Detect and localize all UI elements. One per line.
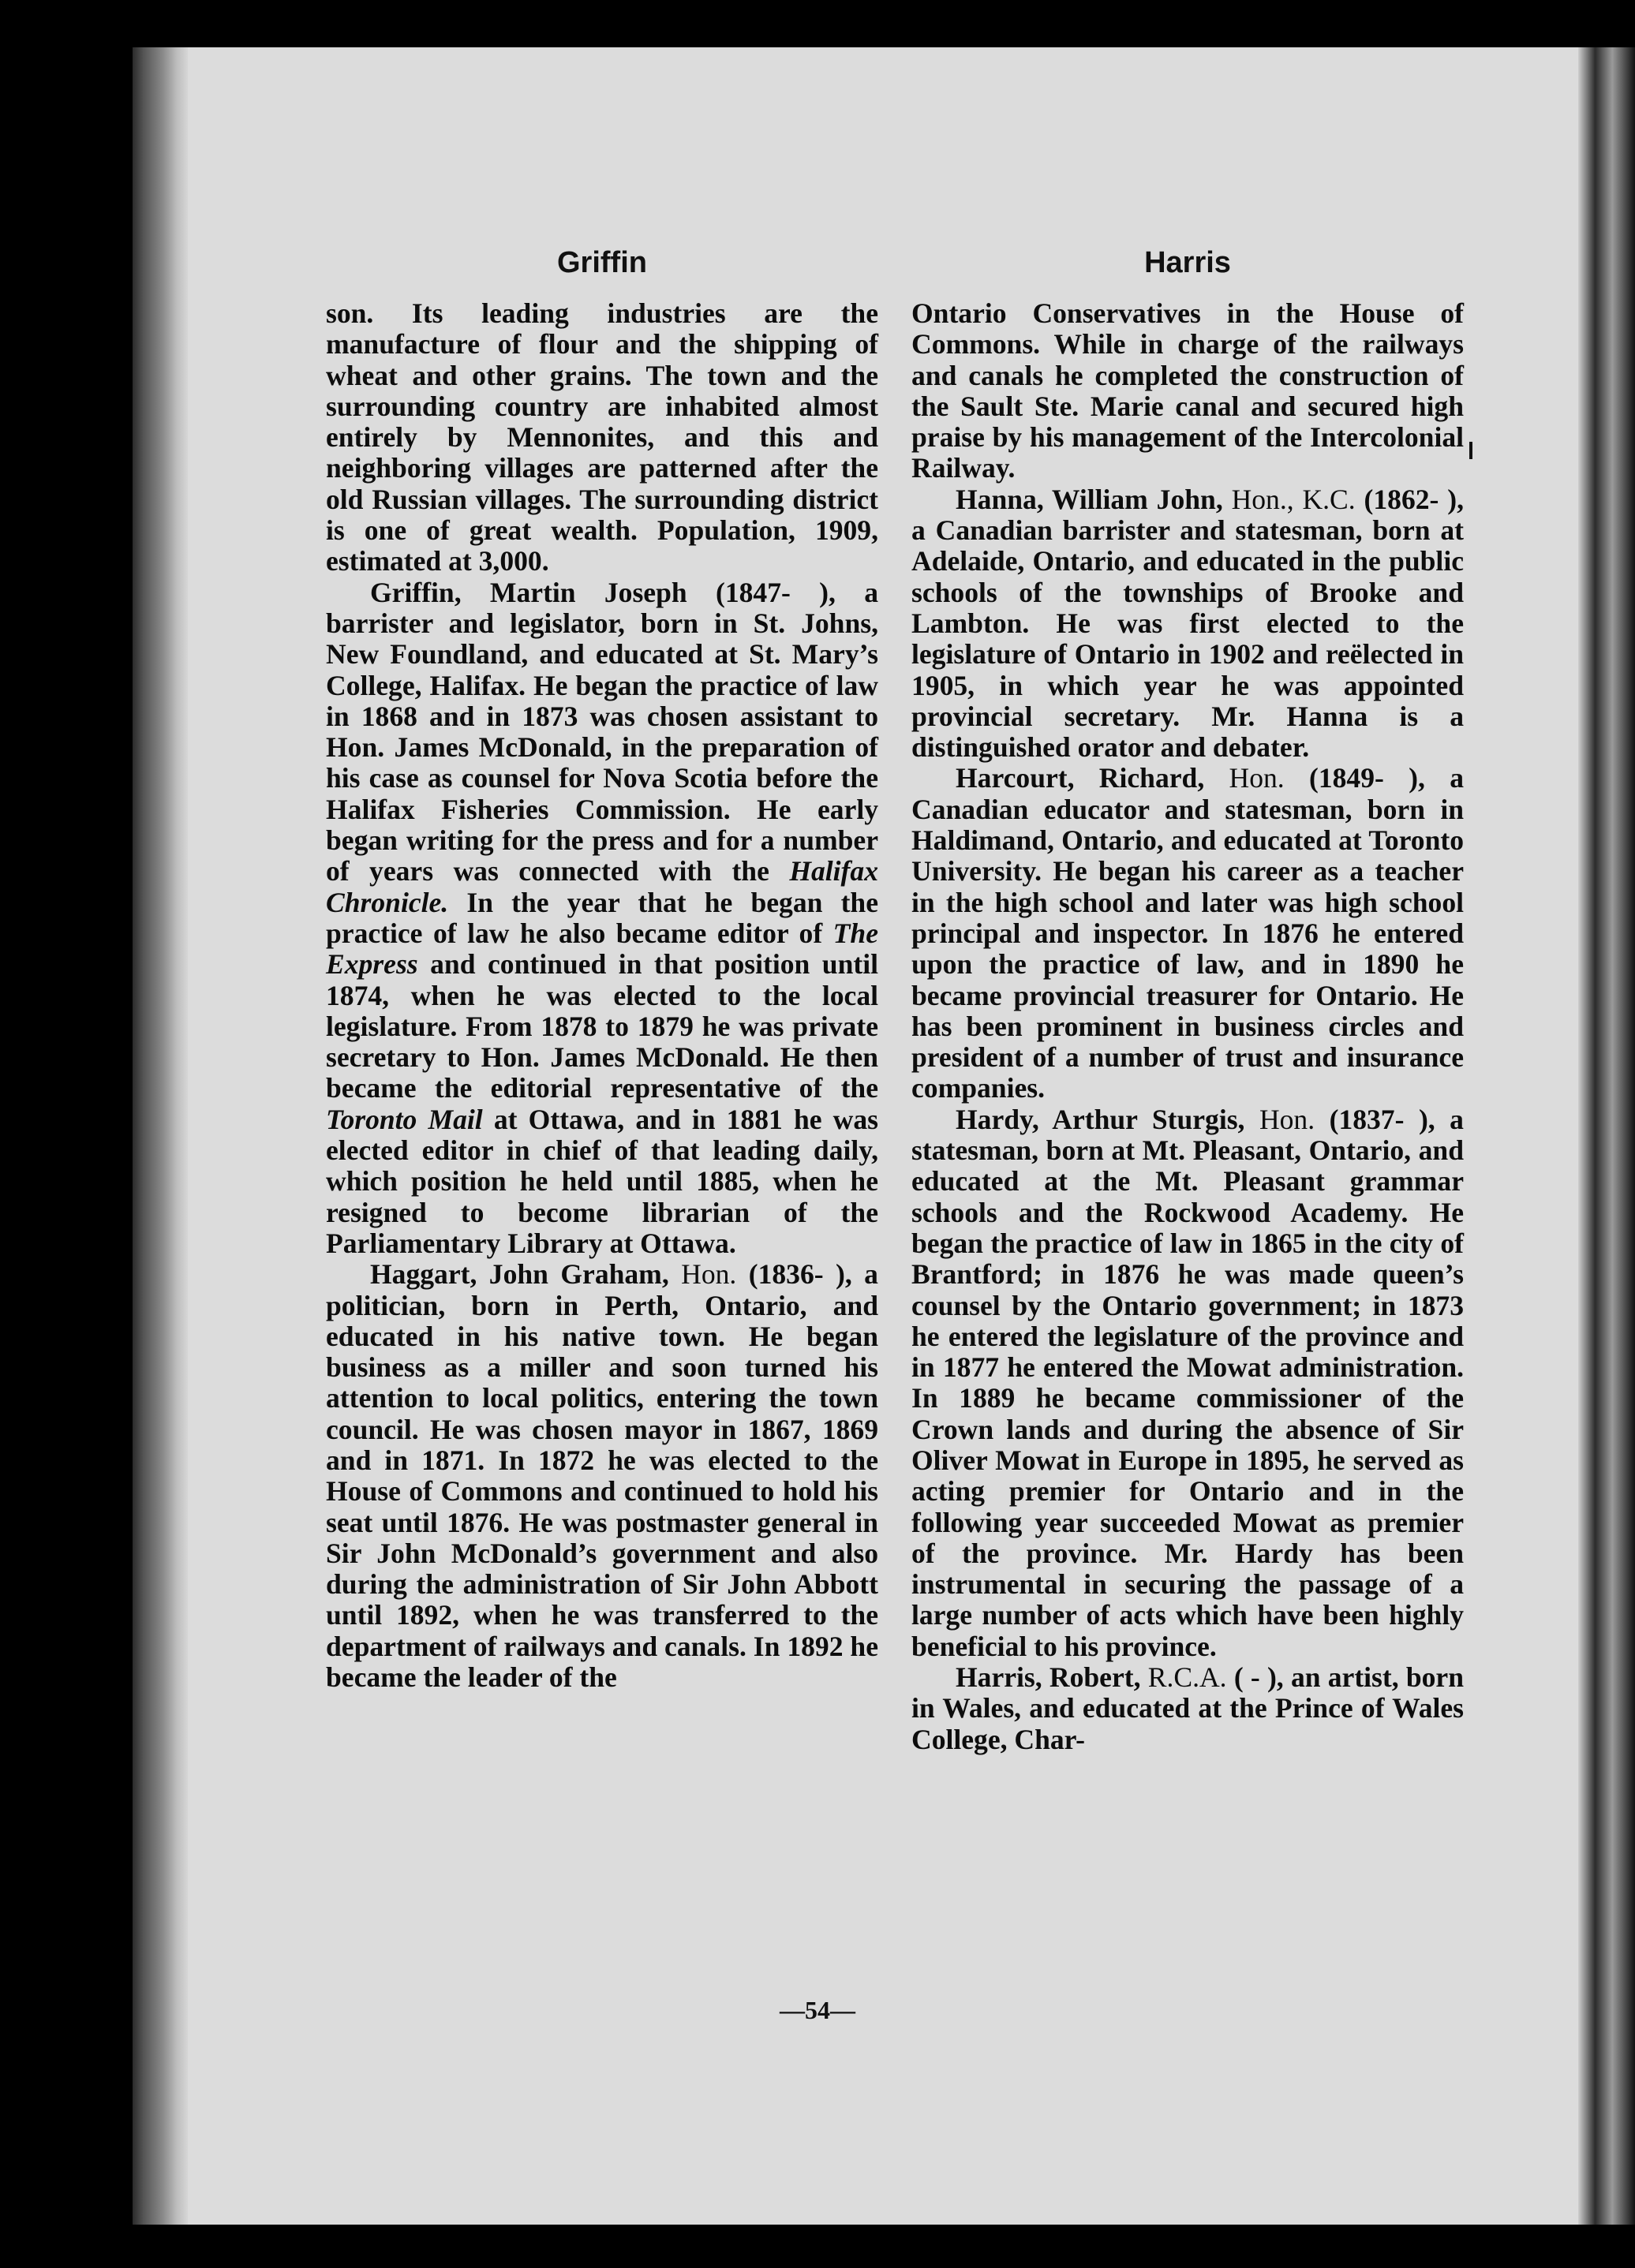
entry-name: Harcourt, Richard, (956, 762, 1205, 794)
entry-italic: Toronto Mail (326, 1103, 483, 1135)
left-column (326, 298, 878, 1693)
entry-text: at Ottawa, and in 1881 he was elected editor in chief of that leading daily, which position he held until 1885, when he resigned to become librarian of the Parliamentary Library at Ottawa. (326, 1103, 878, 1259)
running-head-left: Griffin (557, 246, 647, 279)
entry-text: ), a politician, born in Perth, Ontario, and educated in his native town. He began business as a miller and soon turned his attention to local politics, entering the town council. He was chosen mayor in 1867, 1869 and in 1871. In 1872 he was elected to the House of Commons and continued to hold his seat until 1876. He was postmaster general in Sir John McDonald’s government and also during the administration of Sir John Abbott until 1892, when he was transferred to the department of railways and canals. In 1892 he became the leader of the (326, 1258, 878, 1694)
entry-harcourt (911, 763, 1464, 1104)
entry-name: Hanna, William John, (956, 483, 1223, 515)
entry-text: ), a Canadian educator and statesman, born in Haldimand, Ontario, and educated at Toronto University. He began his career as a teacher in the high school and later was high school principal and inspector. In 1876 he entered upon the practice of law, and in 1890 he became provincial treasurer for Ontario. He has been prominent in business circles and president of a number of trust and insurance companies. (911, 762, 1464, 1104)
entry-dates: (1836- (748, 1258, 824, 1291)
entry-dates: (1847- ), (716, 576, 836, 608)
entry-haggart (326, 1259, 878, 1693)
entry-title: Hon. (681, 1258, 737, 1291)
entry-text: an artist, born in Wales, and educated at the Prince of Wales College, Char- (911, 1661, 1465, 1755)
book-spine-shadow (133, 47, 188, 2225)
entry-text: In the year that he began the practice of law he also became editor of (326, 886, 878, 949)
running-head-right: Harris (1144, 246, 1231, 279)
entry-text: (1862- ), a Canadian barrister and statesman, born at Adelaide, Ontario, and educated in the public schools of the townships of Brooke and Lambton. He was first elected to the legislature of Ontario in 1902 and reëlected in 1905, in which year he was appointed provincial secretary. Mr. Hanna is a distinguished orator and debater. (911, 483, 1464, 764)
entry-text: a barrister and legislator, born in St. Johns, New Foundland, and educated at St. Mary’s College, Halifax. He began the practice of law in 1868 and in 1873 was chosen assistant to Hon. James McDonald, in the preparation of his case as counsel for Nova Scotia before the Halifax Fisheries Commission. He early began writing for the press and for a number of years was connected with the (326, 576, 879, 887)
entry-hardy (911, 1104, 1464, 1662)
paragraph-continued: son. Its leading industries are the manufacture of flour and the shipping of wheat and other grains. The town and the surrounding country are inhabited almost entirely by Mennonites, and this and neighboring villages are patterned after the old Russian villages. The surrounding district is one of great wealth. Population, 1909, estimated at 3,000. (326, 297, 878, 577)
page-number: —54— (780, 1996, 855, 2024)
entry-dates: ( - ), (1233, 1661, 1284, 1694)
entry-dates: (1849- (1309, 762, 1384, 794)
entry-name: Hardy, Arthur Sturgis, (956, 1103, 1245, 1135)
entry-hanna (911, 484, 1464, 764)
entry-name: Harris, Robert, (956, 1661, 1141, 1694)
entry-title: R.C.A. (1147, 1661, 1227, 1694)
entry-name: Griffin, Martin Joseph (370, 576, 687, 608)
entry-title: Hon., K.C. (1231, 483, 1356, 515)
entry-griffin (326, 577, 878, 1260)
right-column (911, 298, 1464, 1755)
entry-name: Haggart, John Graham, (370, 1258, 669, 1291)
stray-ink-mark (1469, 442, 1472, 459)
entry-italic: Halifax Chronicle. (326, 855, 878, 918)
entry-title: Hon. (1229, 762, 1285, 794)
entry-text: and continued in that position until 1874, when he was elected to the local legislature. From 1878 to 1879 he was private secretary to Hon. James McDonald. He then became the editorial representative of the (326, 948, 878, 1104)
entry-title: Hon. (1259, 1103, 1315, 1135)
entry-dates: (1837- (1329, 1103, 1405, 1135)
entry-italic: The Express (326, 917, 878, 981)
entry-harris (911, 1662, 1464, 1755)
paragraph-continued: Ontario Conservatives in the House of Commons. While in charge of the railways and canals he completed the construction of the Sault Ste. Marie canal and secured high praise by his management of the Intercolonial Railway. (911, 297, 1464, 484)
entry-text: ), a statesman, born at Mt. Pleasant, Ontario, and educated at the Mt. Pleasant grammar schools and the Rockwood Academy. He began the practice of law in 1865 in the city of Brantford; in 1876 he was made queen’s counsel by the Ontario government; in 1873 he entered the legislature of the province and in 1877 he entered the Mowat administration. In 1889 he became commissioner of the Crown lands and during the absence of Sir Oliver Mowat in Europe in 1895, he served as acting premier for Ontario and in the following year succeeded Mowat as premier of the province. Mr. Hardy has been instrumental in securing the passage of a large number of acts which have been highly beneficial to his province. (911, 1103, 1464, 1662)
page-edge-shadow (1578, 47, 1635, 2225)
